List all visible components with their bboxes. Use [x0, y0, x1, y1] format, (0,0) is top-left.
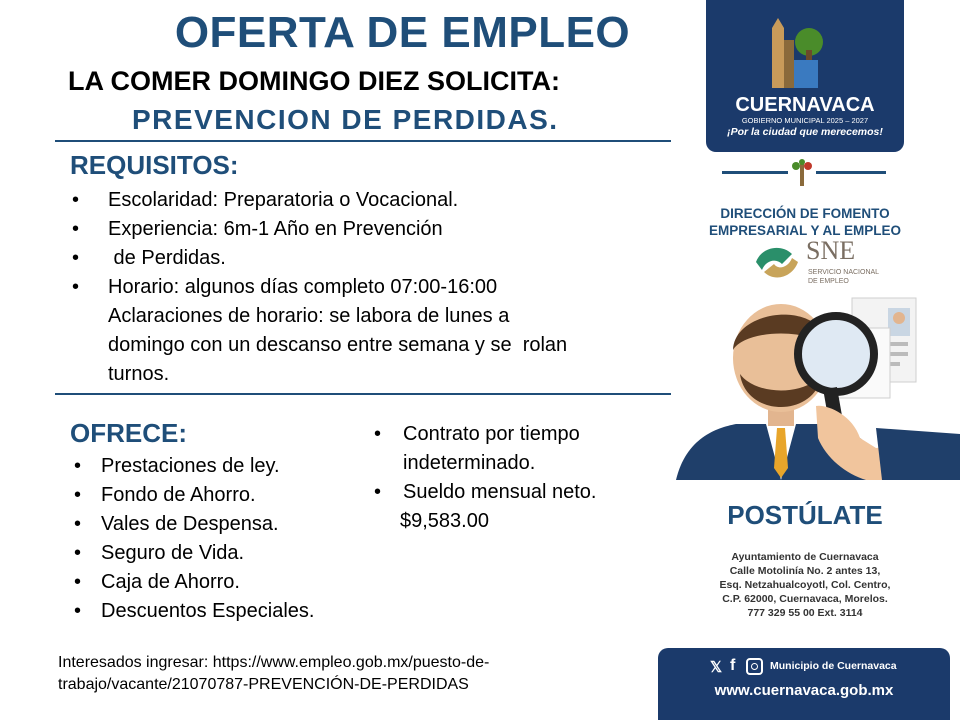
list-item: • Caja de Ahorro.: [74, 571, 240, 593]
facebook-icon[interactable]: f: [730, 657, 736, 674]
offers-heading: OFRECE:: [70, 418, 187, 448]
sne-subtitle: SERVICIO NACIONAL DE EMPLEO: [808, 269, 880, 285]
recruiter-illustration: [676, 288, 960, 488]
department-name: DIRECCIÓN DE FOMENTO EMPRESARIAL Y AL EMPLEO: [708, 206, 902, 238]
requirements-list: [72, 186, 672, 386]
footer-panel: [658, 648, 950, 720]
address-block: Ayuntamiento de Cuernavaca Calle Motolinía No. 2 antes 13, Esq. Netzahualcoyotl, Col. Centro, C.P. 62000, Cuernavaca, Morelos. 777 329 55 00 Ext. 3114: [719, 551, 891, 619]
list-item: • Seguro de Vida.: [74, 542, 245, 564]
apply-text-line1: Interesados ingresar: https://www.empleo.gob.mx/puesto-de-: [58, 654, 490, 671]
list-item: • Descuentos Especiales.: [74, 600, 315, 622]
ornament-line-left: [722, 171, 788, 174]
city-name: CUERNAVACA: [735, 94, 875, 116]
city-emblem-icon: [706, 0, 904, 100]
position-title: PREVENCION DE PERDIDAS.: [132, 104, 559, 135]
apply-url-line2[interactable]: trabajo/vacante/21070787-PREVENCIÓN-DE-PERDIDAS: [58, 676, 469, 693]
x-icon[interactable]: 𝕏: [710, 659, 723, 676]
sne-logo: SNE: [806, 236, 856, 265]
schedule-note: domingo con un descanso entre semana y se rolan: [108, 334, 568, 356]
list-item-continuation: indeterminado.: [403, 452, 536, 474]
government-period: GOBIERNO MUNICIPAL 2025 – 2027: [741, 116, 869, 125]
divider-top: [55, 140, 671, 142]
municipal-logo-panel: [706, 0, 904, 152]
schedule-note: Aclaraciones de horario: se labora de lunes a: [108, 305, 510, 327]
plant-icon: [790, 158, 814, 188]
page-title: OFERTA DE EMPLEO: [174, 8, 631, 57]
list-item: • Experiencia: 6m-1 Año en Prevención: [72, 218, 443, 240]
list-item: • Prestaciones de ley.: [74, 455, 280, 477]
requirements-heading: REQUISITOS:: [70, 150, 239, 180]
website-link[interactable]: www.cuernavaca.gob.mx: [714, 682, 894, 699]
divider-middle: [55, 393, 671, 395]
ornament-line-right: [816, 171, 886, 174]
schedule-note: turnos.: [108, 363, 170, 385]
list-item: • Escolaridad: Preparatoria o Vocacional.: [72, 189, 459, 211]
instagram-icon[interactable]: [746, 658, 763, 675]
apply-call-to-action: POSTÚLATE: [727, 500, 883, 530]
handshake-icon: [752, 240, 802, 284]
list-item: • Vales de Despensa.: [74, 513, 279, 535]
list-item: • de Perdidas.: [72, 247, 226, 269]
list-item: • Horario: algunos días completo 07:00-16:00: [72, 276, 498, 298]
employer-line: LA COMER DOMINGO DIEZ SOLICITA:: [68, 66, 560, 96]
offers-list: [74, 452, 374, 632]
list-item: • Fondo de Ahorro.: [74, 484, 256, 506]
social-handle: Municipio de Cuernavaca: [770, 660, 897, 672]
offers-list-right: • Contrato por tiempo indeterminado. • Sueldo mensual neto. $9,583.00: [374, 420, 664, 540]
salary-value: $9,583.00: [400, 510, 489, 532]
slogan: ¡Por la ciudad que merecemos!: [727, 126, 883, 138]
